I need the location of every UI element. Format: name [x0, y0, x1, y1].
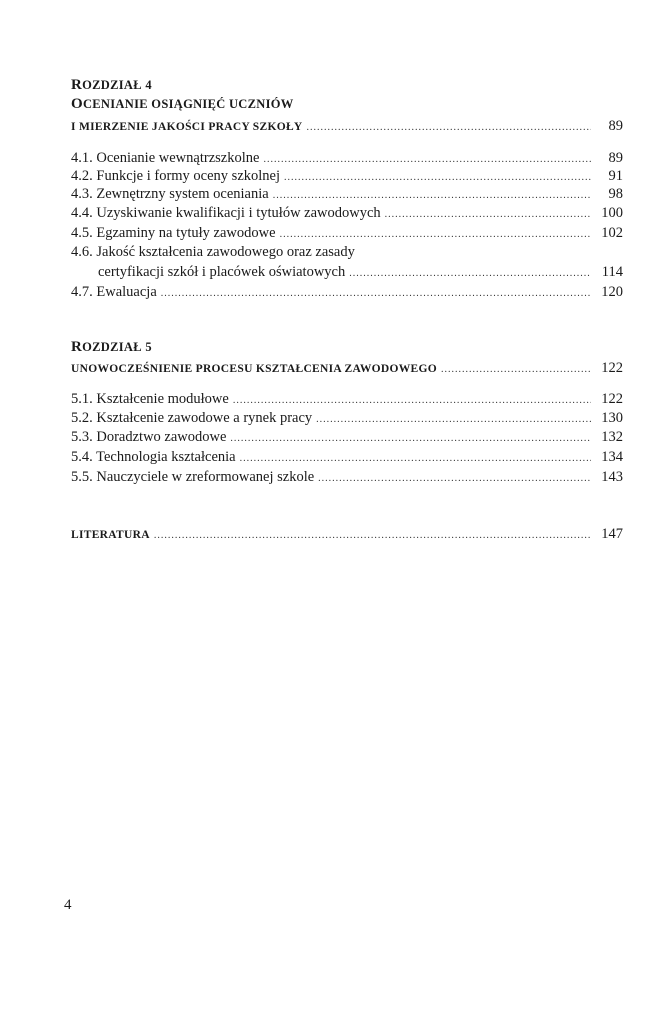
leader-dots [161, 285, 591, 302]
entry-text: 4.5. Egzaminy na tytuły zawodowe [71, 225, 276, 241]
entry-text: 5.3. Doradztwo zawodowe [71, 429, 227, 445]
page-number: 147 [601, 526, 623, 542]
page-number: 132 [601, 429, 623, 445]
toc-entry-4-1 [71, 150, 623, 168]
toc-entry-5-5 [71, 469, 623, 487]
toc-entry-5-3 [71, 429, 623, 447]
leader-dots [240, 450, 591, 467]
page-number: 89 [608, 118, 623, 134]
page-number: 143 [601, 469, 623, 485]
chapter-4-title-line-1: OCENIANIE OSIĄGNIĘĆ UCZNIÓW [71, 96, 294, 112]
literature-title: LITERATURA [71, 529, 150, 541]
entry-text: certyfikacji szkół i placówek oświatowych [98, 264, 346, 280]
leader-dots [307, 119, 591, 136]
leader-dots [385, 206, 591, 223]
page-number: 102 [601, 225, 623, 241]
page-folio: 4 [64, 897, 72, 913]
page-number: 100 [601, 205, 623, 221]
chapter-4-title-line-2: I MIERZENIE JAKOŚCI PRACY SZKOŁY [71, 121, 303, 133]
page-number: 122 [601, 391, 623, 407]
leader-dots [284, 169, 591, 186]
entry-text: 5.1. Kształcenie modułowe [71, 391, 229, 407]
leader-dots [230, 430, 591, 447]
entry-text: 4.6. Jakość kształcenia zawodowego oraz zasady [71, 244, 355, 260]
page-number: 91 [608, 168, 623, 184]
leader-dots [280, 226, 591, 243]
toc-entry-4-2 [71, 168, 623, 186]
entry-text: 4.7. Ewaluacja [71, 284, 157, 300]
entry-text: 5.2. Kształcenie zawodowe a rynek pracy [71, 410, 313, 426]
toc-entry-4-7 [71, 284, 623, 302]
chapter-4-title-entry [71, 118, 623, 136]
toc-entry-4-5 [71, 225, 623, 243]
entry-text: 5.4. Technologia kształcenia [71, 449, 236, 465]
page-number: 130 [601, 410, 623, 426]
entry-text: 4.2. Funkcje i formy oceny szkolnej [71, 168, 280, 184]
chapter-5-heading: ROZDZIAŁ 5 [71, 339, 152, 355]
toc-entry-4-6-continued [98, 264, 623, 282]
page-number: 134 [601, 449, 623, 465]
entry-text: 4.4. Uzyskiwanie kwalifikacji i tytułów zawodowych [71, 205, 381, 221]
chapter-4-heading: ROZDZIAŁ 4 [71, 77, 152, 93]
page-number: 122 [601, 360, 623, 376]
toc-entry-5-4 [71, 449, 623, 467]
page-number: 89 [608, 150, 623, 166]
leader-dots [318, 470, 591, 487]
leader-dots [263, 151, 591, 168]
toc-entry-5-2 [71, 410, 623, 428]
leader-dots [154, 527, 591, 544]
entry-text: 5.5. Nauczyciele w zreformowanej szkole [71, 469, 315, 485]
toc-entry-4-3 [71, 186, 623, 204]
leader-dots [316, 411, 591, 428]
page-number: 120 [601, 284, 623, 300]
chapter-5-title-entry [71, 360, 623, 378]
chapter-5-title: UNOWOCZEŚNIENIE PROCESU KSZTAŁCENIA ZAWODOWEGO [71, 363, 438, 375]
page-number: 114 [601, 264, 623, 280]
leader-dots [441, 361, 591, 378]
literature-entry [71, 526, 623, 544]
leader-dots [233, 392, 591, 409]
entry-text: 4.3. Zewnętrzny system oceniania [71, 186, 269, 202]
toc-entry-5-1 [71, 391, 623, 409]
toc-entry-4-6 [71, 244, 623, 261]
toc-entry-4-4 [71, 205, 623, 223]
leader-dots [273, 187, 591, 204]
entry-text: 4.1. Ocenianie wewnątrzszkolne [71, 150, 260, 166]
leader-dots [349, 265, 591, 282]
page-number: 98 [608, 186, 623, 202]
